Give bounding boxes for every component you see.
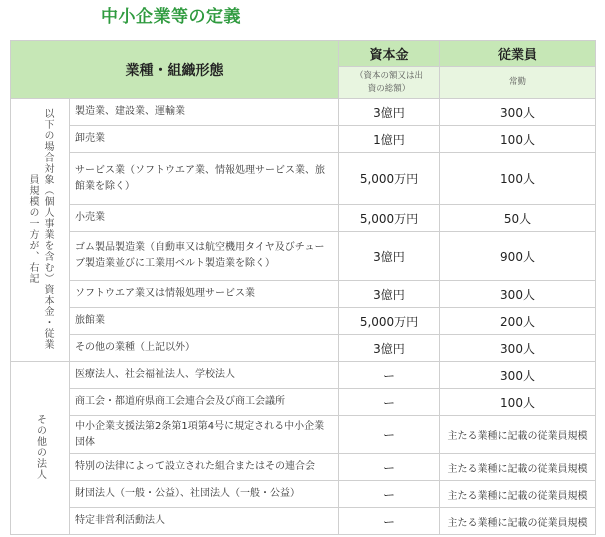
table-row bbox=[11, 99, 596, 126]
sme-definition-table bbox=[10, 40, 596, 535]
capital-cell: ー bbox=[339, 454, 440, 481]
industry-cell: 医療法人、社会福祉法人、学校法人 bbox=[70, 362, 339, 389]
category-general-cell bbox=[11, 99, 70, 362]
employees-cell: 300人 bbox=[440, 281, 596, 308]
capital-cell: ー bbox=[339, 416, 440, 454]
table-row bbox=[11, 481, 596, 508]
employees-cell: 100人 bbox=[440, 389, 596, 416]
capital-column-header: 資本金 bbox=[339, 41, 440, 67]
industry-cell: ソフトウエア業又は情報処理サービス業 bbox=[70, 281, 339, 308]
industry-cell: ゴム製品製造業（自動車又は航空機用タイヤ及びチューブ製造業並びに工業用ベルト製造業を除く） bbox=[70, 232, 339, 281]
table-row bbox=[11, 454, 596, 481]
table-row bbox=[11, 308, 596, 335]
category-other-label: その他の法人 bbox=[34, 413, 46, 480]
employees-column-note: 常勤 bbox=[440, 67, 596, 99]
table-row bbox=[11, 508, 596, 535]
industry-cell: 特別の法律によって設立された組合またはその連合会 bbox=[70, 454, 339, 481]
industry-column-header: 業種・組織形態 bbox=[11, 41, 339, 99]
employees-cell: 300人 bbox=[440, 335, 596, 362]
table-row bbox=[11, 153, 596, 205]
employees-column-header: 従業員 bbox=[440, 41, 596, 67]
category-general-label: 以下の場合対象（個人事業を含む）資本金・従業員規模の一方が、右記 bbox=[27, 107, 53, 350]
table-row bbox=[11, 416, 596, 454]
industry-cell: 特定非営利活動法人 bbox=[70, 508, 339, 535]
industry-cell: 商工会・都道府県商工会連合会及び商工会議所 bbox=[70, 389, 339, 416]
industry-cell: その他の業種（上記以外） bbox=[70, 335, 339, 362]
employees-cell: 50人 bbox=[440, 205, 596, 232]
employees-cell: 100人 bbox=[440, 153, 596, 205]
capital-cell: 3億円 bbox=[339, 232, 440, 281]
industry-cell: 製造業、建設業、運輸業 bbox=[70, 99, 339, 126]
table-row bbox=[11, 389, 596, 416]
capital-cell: ー bbox=[339, 389, 440, 416]
capital-cell: ー bbox=[339, 362, 440, 389]
employees-cell: 主たる業種に記載の従業員規模 bbox=[440, 416, 596, 454]
capital-cell: 3億円 bbox=[339, 99, 440, 126]
employees-cell: 主たる業種に記載の従業員規模 bbox=[440, 454, 596, 481]
industry-cell: 小売業 bbox=[70, 205, 339, 232]
capital-cell: 5,000万円 bbox=[339, 308, 440, 335]
capital-cell: 5,000万円 bbox=[339, 205, 440, 232]
capital-cell: ー bbox=[339, 481, 440, 508]
page-title: 中小企業等の定義 bbox=[101, 7, 241, 27]
table-row bbox=[11, 362, 596, 389]
capital-column-note: （資本の額又は出資の総額） bbox=[339, 67, 440, 99]
table-row bbox=[11, 281, 596, 308]
employees-cell: 300人 bbox=[440, 362, 596, 389]
employees-cell: 200人 bbox=[440, 308, 596, 335]
table-row bbox=[11, 232, 596, 281]
table-row bbox=[11, 205, 596, 232]
capital-cell: 3億円 bbox=[339, 281, 440, 308]
industry-cell: サービス業（ソフトウエア業、情報処理サービス業、旅館業を除く） bbox=[70, 153, 339, 205]
table-row bbox=[11, 335, 596, 362]
industry-cell: 卸売業 bbox=[70, 126, 339, 153]
capital-cell: 1億円 bbox=[339, 126, 440, 153]
category-other-cell bbox=[11, 362, 70, 535]
industry-cell: 旅館業 bbox=[70, 308, 339, 335]
employees-cell: 100人 bbox=[440, 126, 596, 153]
industry-cell: 中小企業支援法第2条第1項第4号に規定される中小企業団体 bbox=[70, 416, 339, 454]
table-row bbox=[11, 126, 596, 153]
capital-cell: 3億円 bbox=[339, 335, 440, 362]
employees-cell: 主たる業種に記載の従業員規模 bbox=[440, 508, 596, 535]
employees-cell: 300人 bbox=[440, 99, 596, 126]
employees-cell: 主たる業種に記載の従業員規模 bbox=[440, 481, 596, 508]
capital-cell: 5,000万円 bbox=[339, 153, 440, 205]
industry-cell: 財団法人（一般・公益）、社団法人（一般・公益） bbox=[70, 481, 339, 508]
employees-cell: 900人 bbox=[440, 232, 596, 281]
capital-cell: ー bbox=[339, 508, 440, 535]
